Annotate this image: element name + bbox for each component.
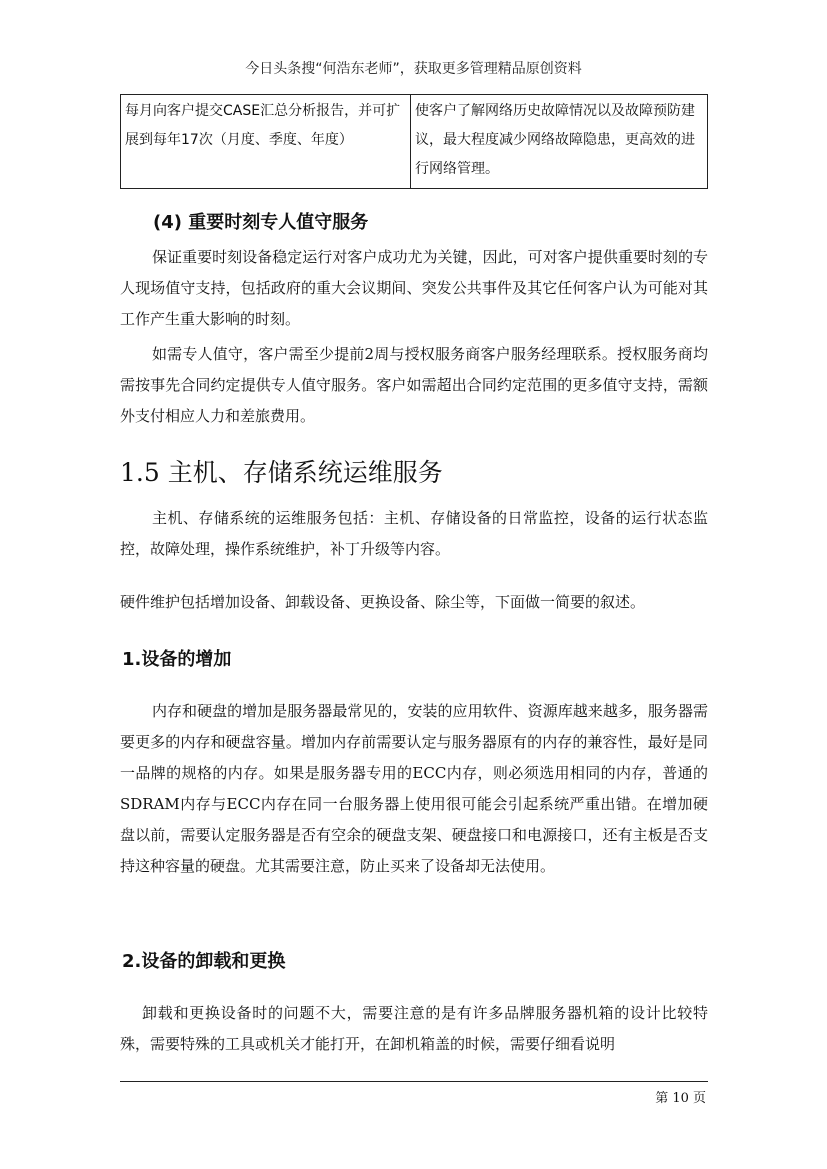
section-1-5-paragraph-2: 硬件维护包括增加设备、卸载设备、更换设备、除尘等，下面做一简要的叙述。 — [120, 593, 646, 611]
table-row — [121, 95, 708, 189]
section-4-title: (4) 重要时刻专人值守服务 — [153, 212, 369, 233]
service-table — [120, 94, 708, 189]
subsection-1-title: 1.设备的增加 — [122, 649, 232, 670]
subsection-2-paragraph: 卸载和更换设备时的问题不大，需要注意的是有许多品牌服务器机箱的设计比较特殊，需要特殊的工具或机关才能打开，在卸机箱盖的时候，需要仔细看说明 — [120, 1004, 708, 1053]
page-number: 第 10 页 — [655, 1091, 706, 1106]
page-header: 今日头条搜“何浩东老师”，获取更多管理精品原创资料 — [245, 61, 582, 77]
section-1-5-title: 1.5 主机、存储系统运维服务 — [120, 458, 443, 487]
subsection-1-paragraph: 内存和硬盘的增加是服务器最常见的，安装的应用软件、资源库越来越多，服务器需要更多的内存和硬盘容量。增加内存前需要认定与服务器原有的内存的兼容性，最好是同一品牌的规格的内存。如果是服务器专用的ECC内存，则必须选用相同的内存，普通的SDRAM内存与ECC内存在同一台服务器上使用很可能会引起系统严重出错。在增加硬盘以前，需要认定服务器是否有空余的硬盘支架、硬盘接口和电源接口，还有主板是否支持这种容量的硬盘。尤其需要注意，防止买来了设备却无法使用。 — [120, 702, 708, 875]
section-4-paragraph-2: 如需专人值守，客户需至少提前2周与授权服务商客户服务经理联系。授权服务商均需按事先合同约定提供专人值守服务。客户如需超出合同约定范围的更多值守支持，需额外支付相应人力和差旅费用。 — [120, 345, 708, 425]
section-4-paragraph-1: 保证重要时刻设备稳定运行对客户成功尤为关键，因此，可对客户提供重要时刻的专人现场值守支持，包括政府的重大会议期间、突发公共事件及其它任何客户认为可能对其工作产生重大影响的时刻。 — [120, 248, 708, 328]
table-cell-left: 每月向客户提交CASE汇总分析报告，并可扩展到每年17次（月度、季度、年度） — [121, 95, 411, 189]
subsection-2-title: 2.设备的卸载和更换 — [122, 951, 286, 972]
table-cell-right: 使客户了解网络历史故障情况以及故障预防建议，最大程度减少网络故障隐患，更高效的进行网络管理。 — [411, 95, 708, 189]
footer-divider — [120, 1081, 708, 1082]
section-1-5-paragraph-1: 主机、存储系统的运维服务包括：主机、存储设备的日常监控，设备的运行状态监控，故障处理，操作系统维护，补丁升级等内容。 — [120, 509, 708, 558]
